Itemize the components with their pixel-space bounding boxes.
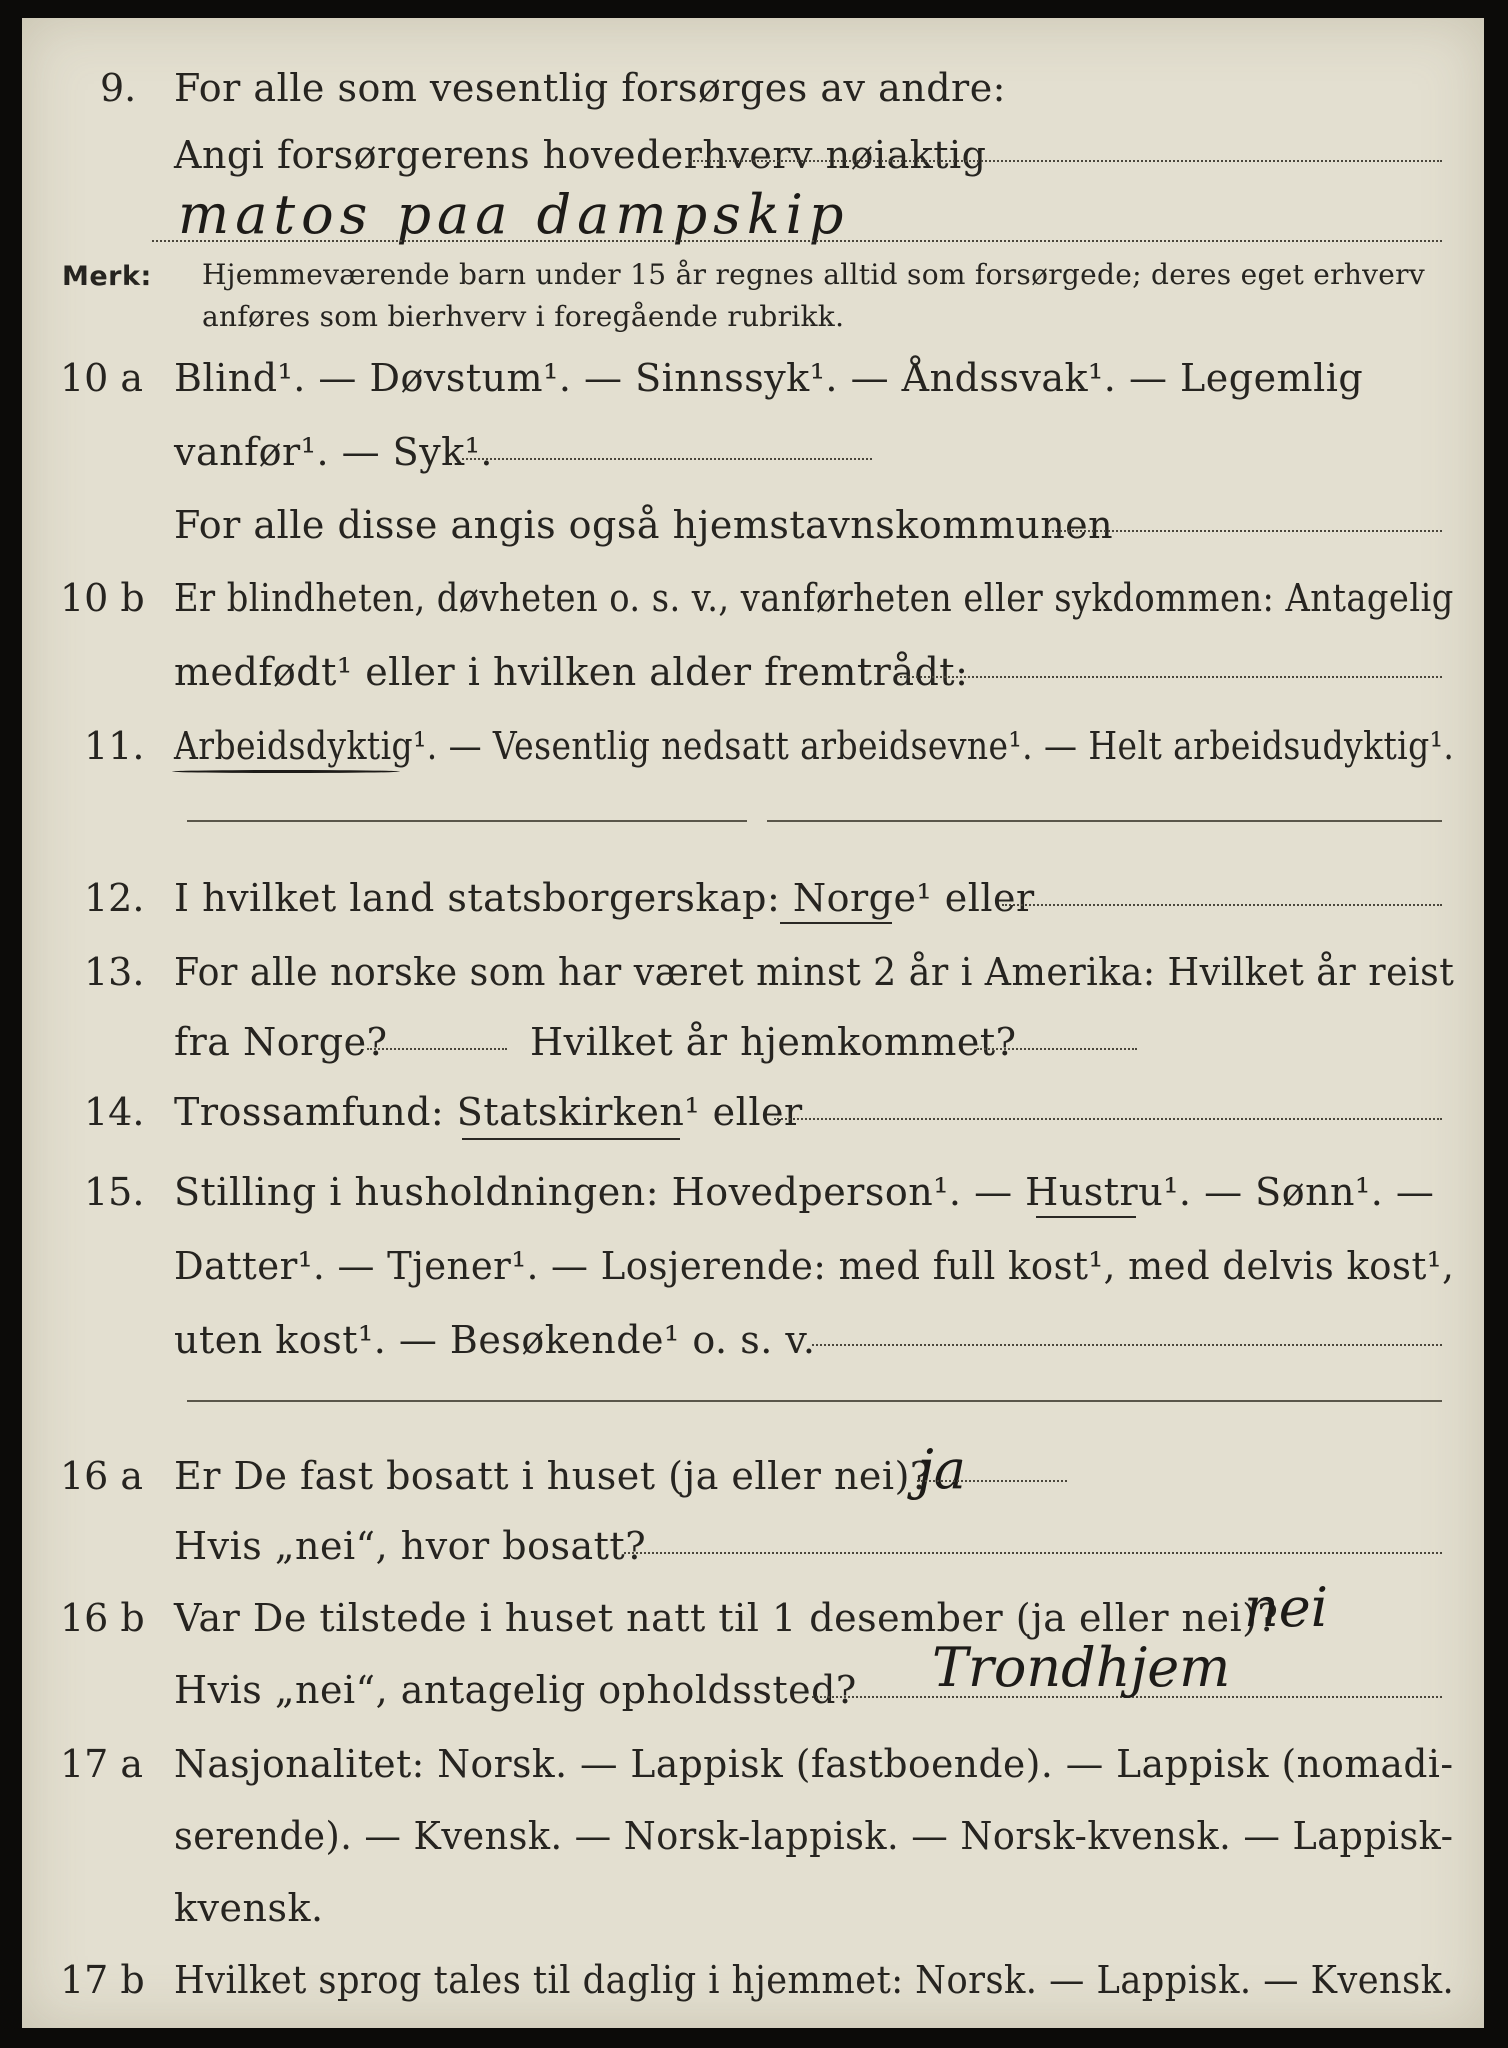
- q10b-line2-dotted: [900, 676, 1442, 678]
- q16a-line2: Hvis „nei“, hvor bosatt?: [174, 1524, 647, 1568]
- q17a-line3: kvensk.: [174, 1886, 324, 1930]
- q17a-number: 17 a: [60, 1742, 144, 1786]
- q9-answer-line: [152, 240, 1442, 242]
- q17a-line2: serende). — Kvensk. — Norsk-lappisk. — Norsk-kvensk. — Lappisk-: [174, 1814, 1454, 1858]
- q12-answer-underline: [780, 922, 892, 924]
- merk-line2: anføres som bierhverv i foregående rubrikk.: [202, 300, 845, 333]
- q17b-number: 17 b: [60, 1958, 145, 2002]
- q10a-number: 10 a: [60, 356, 144, 400]
- q15-number: 15.: [84, 1170, 145, 1214]
- q15-line2: Datter¹. — Tjener¹. — Losjerende: med full kost¹, med delvis kost¹,: [174, 1244, 1455, 1288]
- q13-line1: For alle norske som har været minst 2 år i Amerika: Hvilket år reist: [174, 950, 1455, 994]
- q14-line1: Trossamfund: Statskirken¹ eller: [174, 1090, 803, 1134]
- q12-number: 12.: [84, 876, 145, 920]
- q17a-line1: Nasjonalitet: Norsk. — Lappisk (fastboende). — Lappisk (nomadi-: [174, 1742, 1454, 1786]
- merk-line1: Hjemmeværende barn under 15 år regnes alltid som forsørgede; deres eget erhverv: [202, 258, 1425, 291]
- q12-line1: I hvilket land statsborgerskap: Norge¹ eller: [174, 876, 1035, 920]
- q14-number: 14.: [84, 1090, 145, 1134]
- q14-dotted-line: [774, 1118, 1442, 1120]
- q10a-line3: For alle disse angis også hjemstavnskommunen: [174, 503, 1114, 547]
- q10a-line2-dotted: [462, 458, 872, 460]
- q15-line3: uten kost¹. — Besøkende¹ o. s. v.: [174, 1318, 816, 1362]
- q11-answer-underline: [172, 770, 400, 773]
- q9-number: 9.: [100, 66, 137, 110]
- q16b-handwritten-answer1: nei: [1244, 1576, 1329, 1639]
- q13-line2a: fra Norge?: [174, 1020, 388, 1064]
- q10a-line2: vanfør¹. — Syk¹.: [174, 430, 494, 474]
- q11-number: 11.: [84, 724, 145, 768]
- q16b-line2: Hvis „nei“, antagelig opholdssted?: [174, 1668, 857, 1712]
- q16a-handwritten-answer: ja: [917, 1438, 966, 1501]
- q16a-line1-dotted: [917, 1480, 1067, 1482]
- q15-line3-dotted: [812, 1344, 1442, 1346]
- merk-label: Merk:: [62, 261, 152, 292]
- q12-dotted-line: [1002, 904, 1442, 906]
- q9-handwritten-answer: matos paa dampskip: [178, 183, 850, 246]
- q11-answer-rule-left: [187, 820, 747, 822]
- q10b-line2: medfødt¹ eller i hvilken alder fremtrådt:: [174, 650, 969, 694]
- q10b-line1: Er blindheten, døvheten o. s. v., vanførheten eller sykdommen: Antagelig: [174, 576, 1454, 620]
- q16a-line1: Er De fast bosatt i huset (ja eller nei)?: [174, 1454, 931, 1498]
- q10a-line1: Blind¹. — Døvstum¹. — Sinnssyk¹. — Åndssvak¹. — Legemlig: [174, 356, 1364, 400]
- q16a-line2-dotted: [624, 1552, 1442, 1554]
- q11-line1: Arbeidsdyktig¹. — Vesentlig nedsatt arbeidsevne¹. — Helt arbeidsudyktig¹.: [174, 724, 1455, 768]
- q13-line2b: Hvilket år hjemkommet?: [530, 1020, 1017, 1064]
- q13-year-left-dotted: [367, 1048, 507, 1050]
- census-form-page: [22, 18, 1484, 2028]
- q13-year-right-dotted: [977, 1048, 1137, 1050]
- q9-answer-dotted-line: [690, 160, 1442, 162]
- q9-line1: For alle som vesentlig forsørges av andre:: [174, 66, 1006, 110]
- q16b-line1: Var De tilstede i huset natt til 1 desember (ja eller nei)?: [174, 1596, 1279, 1640]
- q16b-number: 16 b: [60, 1596, 145, 1640]
- q10b-number: 10 b: [60, 576, 145, 620]
- q15-line1: Stilling i husholdningen: Hovedperson¹. — Hustru¹. — Sønn¹. —: [174, 1170, 1435, 1214]
- q13-number: 13.: [84, 950, 145, 994]
- q14-answer-underline: [462, 1138, 680, 1140]
- q15-answer-rule: [187, 1400, 1442, 1402]
- q16a-number: 16 a: [60, 1454, 144, 1498]
- q11-answer-rule-right: [767, 820, 1442, 822]
- q10a-line3-dotted: [1047, 530, 1442, 532]
- q17b-line1: Hvilket sprog tales til daglig i hjemmet: Norsk. — Lappisk. — Kvensk.: [174, 1958, 1455, 2002]
- q9-line2: Angi forsørgerens hovederhverv nøiaktig: [174, 133, 987, 177]
- q16b-handwritten-answer2: Trondhjem: [932, 1636, 1231, 1699]
- q15-answer-underline: [1036, 1216, 1136, 1218]
